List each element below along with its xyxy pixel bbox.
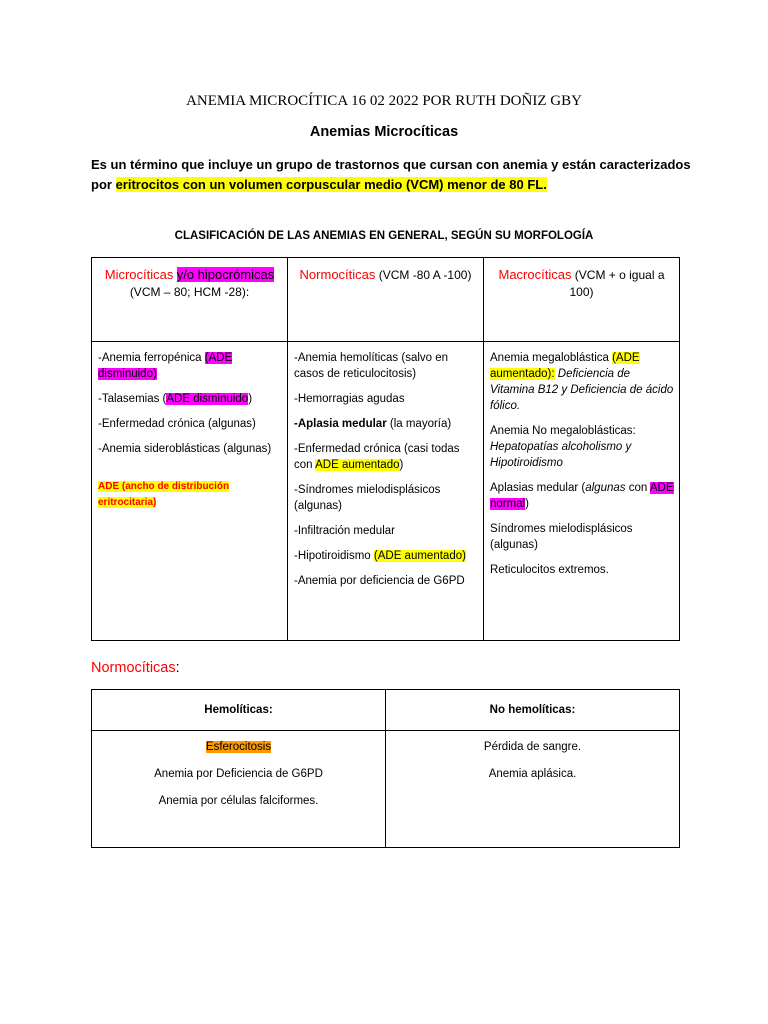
normocytic-table bbox=[91, 689, 680, 848]
item-text: Síndromes mielodisplásicos (algunas) bbox=[490, 523, 633, 551]
hemolytic-list bbox=[92, 731, 386, 848]
document-title: ANEMIA MICROCÍTICA 16 02 2022 POR RUTH DOÑIZ GBY bbox=[186, 93, 582, 109]
list-item bbox=[294, 482, 478, 514]
header-hemolytic: Hemolíticas: bbox=[92, 690, 386, 731]
classification-table bbox=[91, 257, 680, 641]
list-item bbox=[294, 441, 478, 473]
item-highlight: (ADE disminuido) bbox=[98, 352, 233, 380]
table-header-row bbox=[92, 690, 680, 731]
list-item: Anemia por Deficiencia de G6PD bbox=[154, 768, 323, 780]
classification-title: CLASIFICACIÓN DE LAS ANEMIAS EN GENERAL, SEGÚN SU MORFOLOGÍA bbox=[174, 230, 594, 242]
item-text: -Hipotiroidismo bbox=[294, 550, 374, 562]
item-highlight: ADE disminuido bbox=[166, 393, 249, 405]
item-text: -Anemia por deficiencia de G6PD bbox=[294, 575, 465, 587]
intro-text: Es un término que incluye un grupo de trastornos que cursan con anemia y están caracterizados por bbox=[91, 157, 691, 192]
item-bold: -Aplasia medular bbox=[294, 418, 387, 430]
intro-paragraph bbox=[91, 155, 691, 195]
header-non-hemolytic: No hemolíticas: bbox=[386, 690, 680, 731]
table-header-row bbox=[92, 258, 680, 342]
header-macrocytic bbox=[484, 258, 680, 342]
item-text: -Hemorragias agudas bbox=[294, 393, 405, 405]
normocytic-sub: (VCM -80 A -100) bbox=[375, 268, 472, 282]
item-highlight: (ADE aumentado): bbox=[490, 352, 640, 380]
list-item bbox=[490, 521, 674, 553]
list-item bbox=[98, 441, 282, 457]
normocytic-list bbox=[288, 342, 484, 641]
item-text: Anemia megaloblástica bbox=[490, 352, 613, 364]
list-item bbox=[294, 391, 478, 407]
item-highlight: (ADE aumentado) bbox=[373, 550, 466, 562]
macrocytic-list bbox=[484, 342, 680, 641]
macrocytic-sub: (VCM + o igual a 100) bbox=[569, 268, 665, 299]
item-text: -Enfermedad crónica (casi todas con bbox=[294, 443, 460, 471]
header-normocytic bbox=[288, 258, 484, 342]
item-text: -Anemia hemolíticas (salvo en casos de reticulocitosis) bbox=[294, 352, 449, 380]
normocytic-heading-colon: : bbox=[175, 660, 180, 676]
non-hemolytic-list bbox=[386, 731, 680, 848]
list-item bbox=[294, 523, 478, 539]
list-item bbox=[490, 423, 674, 471]
item-text: Aplasias medular ( bbox=[490, 482, 586, 494]
item-text: -Enfermedad crónica (algunas) bbox=[98, 418, 256, 430]
item-text: Reticulocitos extremos. bbox=[490, 564, 609, 576]
list-item bbox=[294, 350, 478, 382]
list-item bbox=[98, 416, 282, 432]
item-highlight: ADE normal bbox=[490, 482, 674, 510]
list-item: Anemia por células falciformes. bbox=[158, 795, 319, 807]
item-text: (la mayoría) bbox=[386, 418, 452, 430]
header-microcytic bbox=[92, 258, 288, 342]
item-text-after: ) bbox=[248, 393, 253, 405]
item-text: Anemia No megaloblásticas: bbox=[490, 425, 636, 437]
item-text-after: ) bbox=[525, 498, 529, 510]
list-item: Pérdida de sangre. bbox=[483, 741, 582, 753]
macrocytic-name: Macrocíticas bbox=[498, 267, 572, 282]
microcytic-name: Microcíticas bbox=[104, 267, 174, 282]
list-item bbox=[92, 739, 385, 755]
normocytic-heading-text: Normocíticas bbox=[91, 660, 176, 676]
list-item bbox=[98, 350, 282, 382]
item-text: -Anemia ferropénica bbox=[98, 352, 205, 364]
item-text: -Síndromes mielodisplásicos (algunas) bbox=[294, 484, 441, 512]
ade-note bbox=[98, 479, 282, 511]
list-item bbox=[490, 562, 674, 578]
list-item bbox=[294, 416, 478, 432]
item-italic: algunas bbox=[585, 482, 626, 494]
normocytic-name: Normocíticas bbox=[299, 267, 376, 282]
item-italic: Deficiencia de Vitamina B12 y Deficiencia de ácido fólico. bbox=[490, 368, 674, 412]
ade-note-text: ADE (ancho de distribución eritrocitaria) bbox=[98, 481, 230, 508]
table-body-row bbox=[92, 342, 680, 641]
item-text: -Infiltración medular bbox=[294, 525, 395, 537]
item-text-after: ) bbox=[399, 459, 404, 471]
item-italic: Hepatopatías alcoholismo y Hipotiroidismo bbox=[490, 441, 632, 469]
item-highlight: ADE aumentado bbox=[315, 459, 400, 471]
list-item: Anemia aplásica. bbox=[488, 768, 577, 780]
item-text: -Talasemias ( bbox=[98, 393, 167, 405]
list-item bbox=[98, 391, 282, 407]
list-item bbox=[490, 350, 674, 414]
normocytic-heading bbox=[91, 660, 180, 676]
item-text: -Anemia sideroblásticas (algunas) bbox=[98, 443, 272, 455]
item-highlight: Esferocitosis bbox=[205, 741, 272, 753]
list-item bbox=[294, 573, 478, 589]
list-item bbox=[490, 480, 674, 512]
list-item bbox=[294, 548, 478, 564]
microcytic-name-highlight: y/o hipocrómicas bbox=[176, 267, 275, 282]
section-title: Anemias Microcíticas bbox=[309, 124, 459, 140]
intro-highlight: eritrocitos con un volumen corpuscular medio (VCM) menor de 80 FL. bbox=[115, 177, 547, 192]
item-text-2: con bbox=[625, 482, 650, 494]
table-body-row bbox=[92, 731, 680, 848]
microcytic-list bbox=[92, 342, 288, 641]
microcytic-sub: (VCM – 80; HCM -28): bbox=[129, 285, 250, 299]
